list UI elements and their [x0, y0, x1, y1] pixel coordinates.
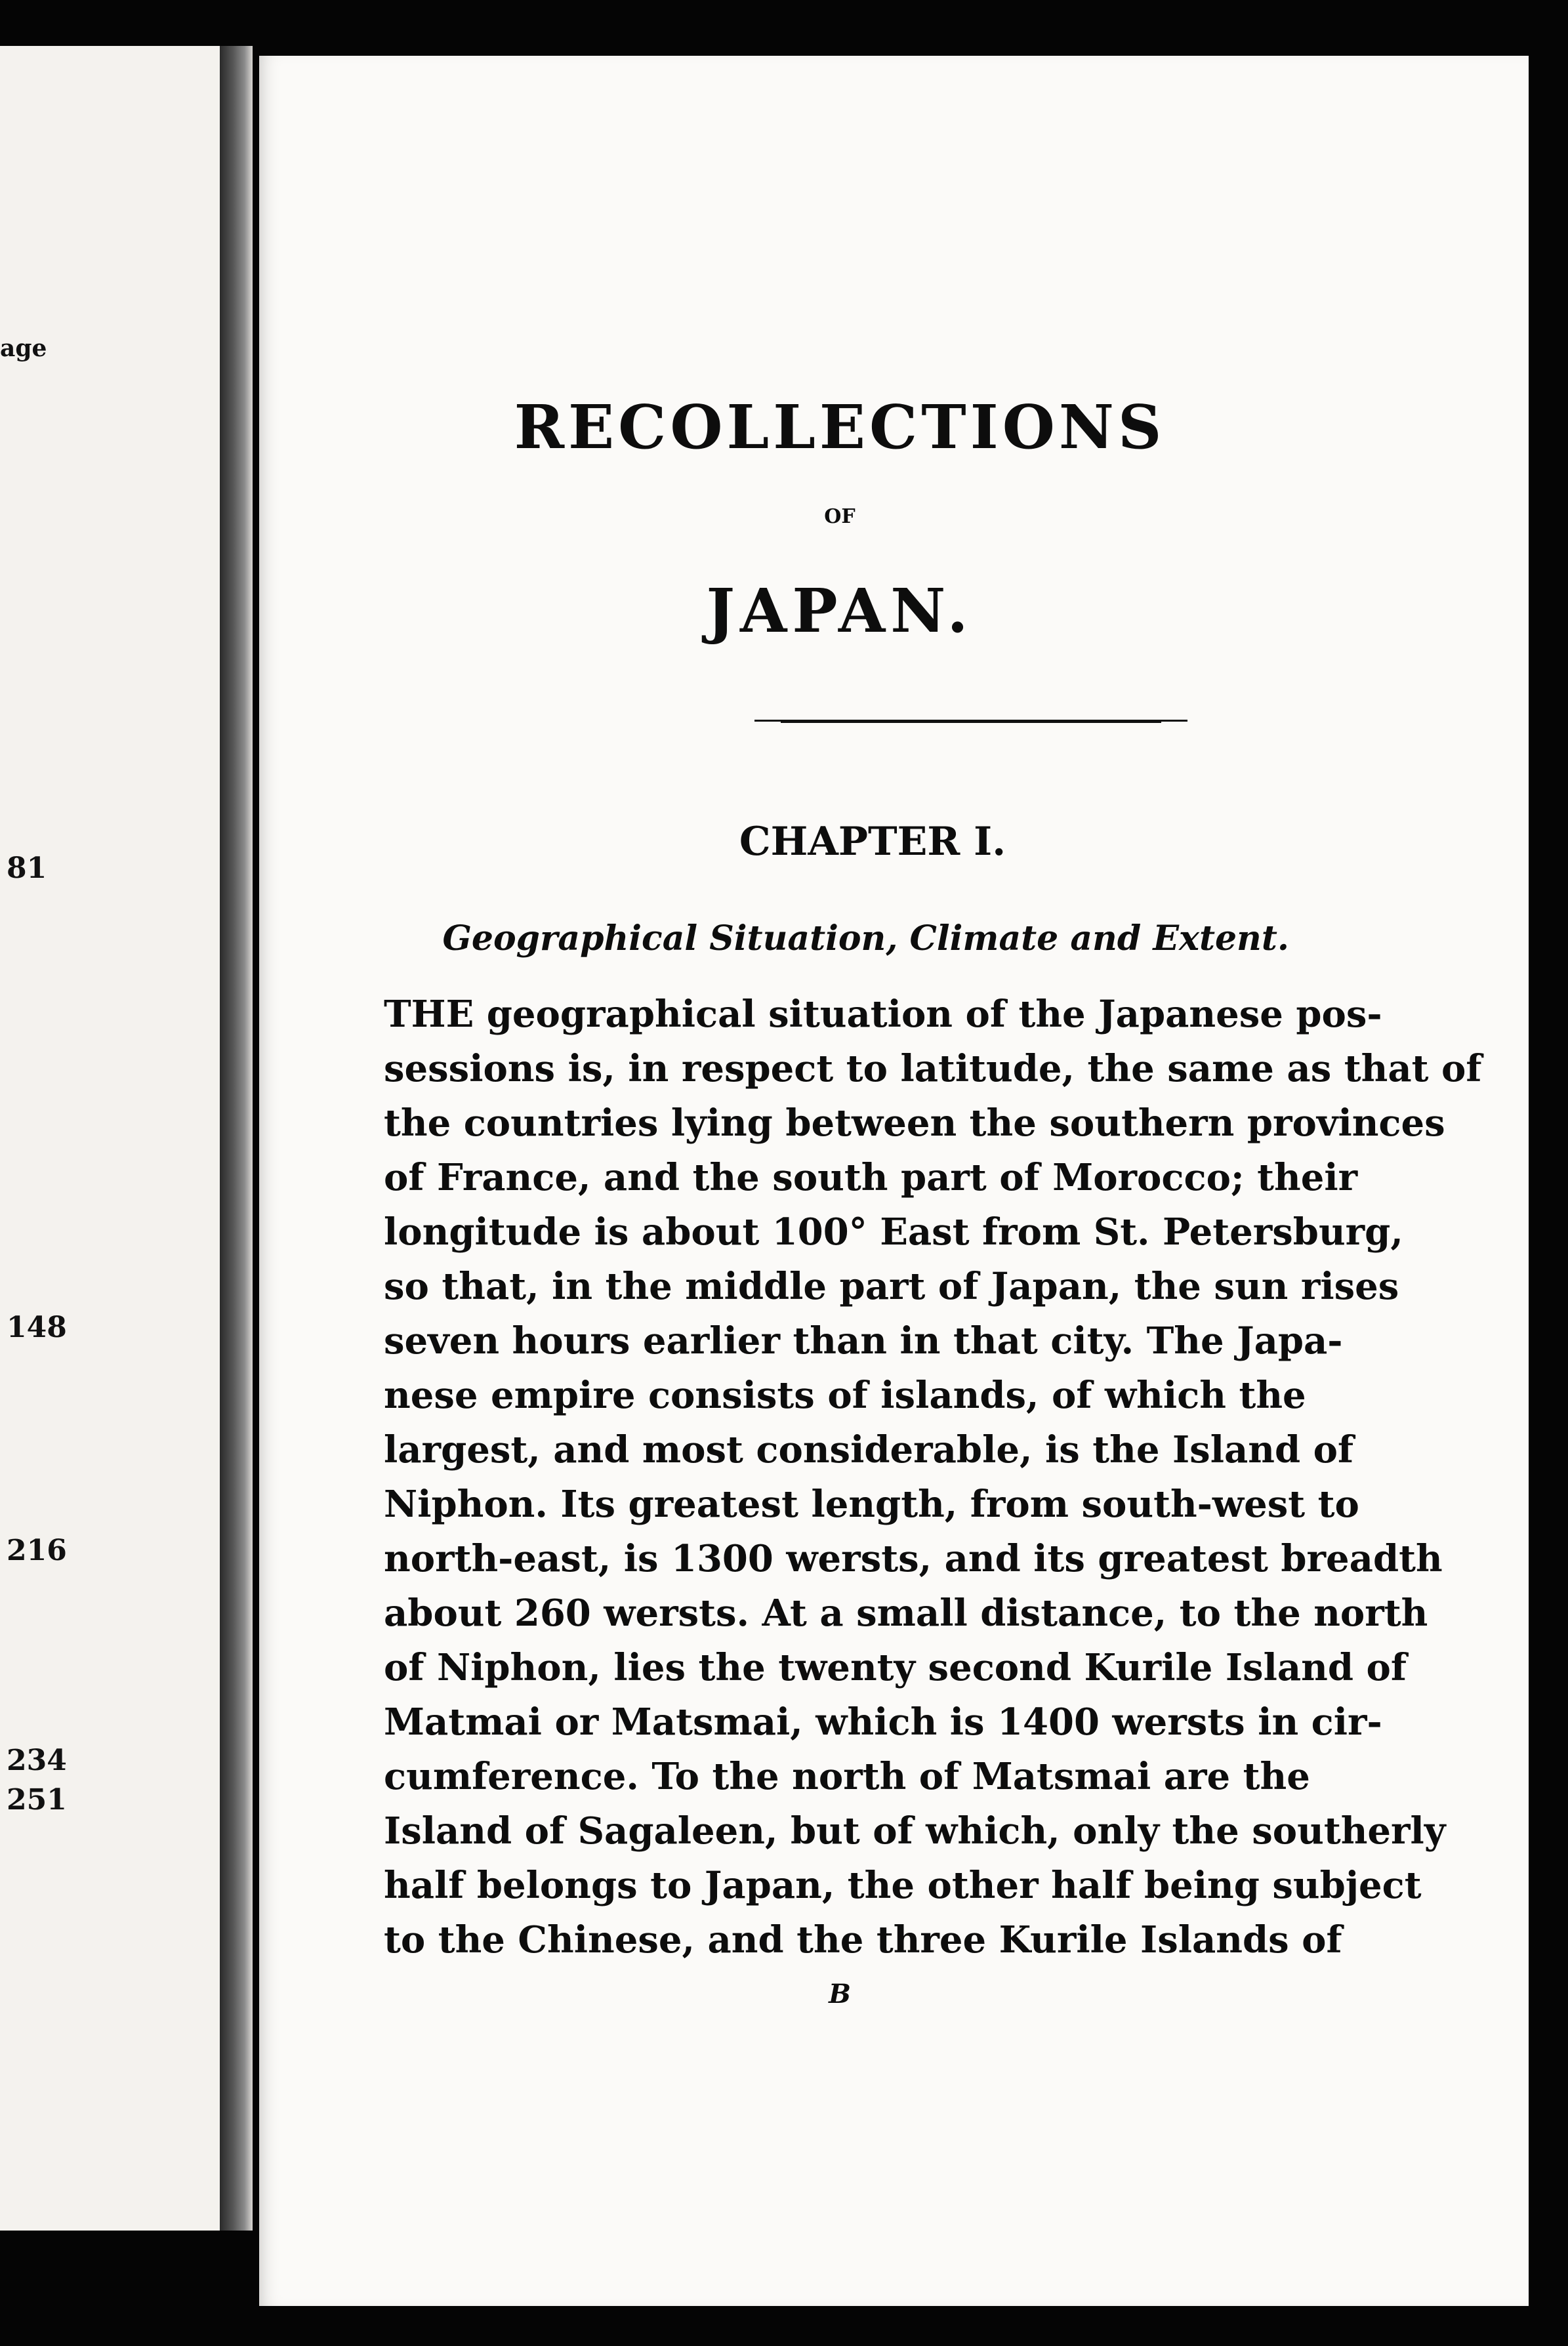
- body-line: sessions is, in respect to latitude, the same as that of: [384, 1047, 1482, 1090]
- body-line: half belongs to Japan, the other half being subject: [384, 1864, 1422, 1907]
- body-line: seven hours earlier than in that city. The Japa-: [384, 1319, 1343, 1363]
- body-line: nese empire consists of islands, of which the: [384, 1374, 1306, 1417]
- title-connector: OF: [824, 505, 856, 528]
- previous-page-number-3: 216: [7, 1534, 67, 1567]
- previous-page-number-4: 234: [7, 1744, 67, 1777]
- previous-page-number-5: 251: [7, 1783, 67, 1817]
- body-line: to the Chinese, and the three Kurile Islands of: [384, 1918, 1342, 1962]
- book-title: RECOLLECTIONS: [514, 392, 1166, 463]
- book-subject: JAPAN.: [706, 575, 974, 646]
- body-line: the countries lying between the southern provinces: [384, 1101, 1445, 1145]
- body-line: about 260 wersts. At a small distance, to the north: [384, 1592, 1428, 1635]
- body-line: of Niphon, lies the twenty second Kurile Island of: [384, 1646, 1407, 1689]
- chapter-heading: CHAPTER I.: [739, 819, 1006, 865]
- previous-page-fragment: age: [0, 335, 47, 362]
- previous-page: [0, 46, 221, 2231]
- previous-page-number-2: 148: [7, 1311, 67, 1344]
- decorative-rule: [754, 718, 1187, 725]
- book-gutter-shadow: [220, 46, 253, 2231]
- body-line: THE geographical situation of the Japanese pos-: [384, 993, 1382, 1036]
- body-line: so that, in the middle part of Japan, the sun rises: [384, 1265, 1399, 1308]
- body-line: north-east, is 1300 wersts, and its greatest breadth: [384, 1537, 1443, 1580]
- body-line: Niphon. Its greatest length, from south-west to: [384, 1483, 1359, 1526]
- body-line: longitude is about 100° East from St. Petersburg,: [384, 1210, 1403, 1254]
- body-line: cumference. To the north of Matsmai are the: [384, 1755, 1310, 1798]
- book-page: [259, 56, 1529, 2306]
- body-line: largest, and most considerable, is the Island of: [384, 1428, 1354, 1471]
- body-line: Matmai or Matsmai, which is 1400 wersts in cir-: [384, 1700, 1382, 1744]
- previous-page-number-1: 81: [7, 852, 47, 885]
- body-line: Island of Sagaleen, but of which, only the southerly: [384, 1809, 1446, 1853]
- signature-mark: B: [829, 1979, 851, 2009]
- section-title: Geographical Situation, Climate and Extent.: [442, 918, 1289, 958]
- body-line: of France, and the south part of Morocco; their: [384, 1156, 1358, 1199]
- body-text: [384, 987, 1482, 1967]
